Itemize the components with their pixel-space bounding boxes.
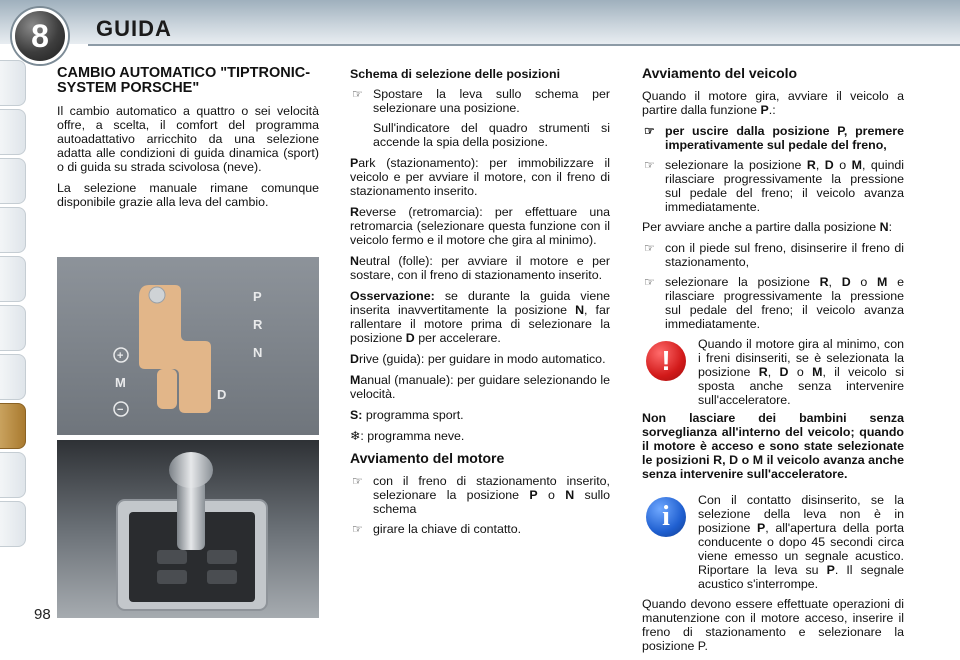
brake-symbol-icon (149, 287, 165, 303)
chapter-tab-9[interactable] (0, 452, 26, 498)
snowflake-icon: ❄ (350, 429, 361, 443)
gate-label-plus: + (117, 350, 124, 362)
gear-lever-photo (57, 440, 319, 618)
gate-label-n: N (253, 345, 263, 360)
chapter-tab-1[interactable] (0, 60, 26, 106)
info-callout (642, 493, 904, 591)
section-title-vehicle-start: Avviamento del veicolo (642, 65, 798, 81)
list-item: ☞ selezionare la posizione R, D o M e rilasciare progressivamente la pressione sul pedale del freno; il veicolo avanza immediatamente. (644, 275, 905, 331)
gate-label-minus: − (117, 404, 124, 416)
chapter-tab-6[interactable] (0, 305, 26, 351)
column-middle (350, 67, 610, 542)
finger-pointer-icon: ☞ (352, 87, 363, 101)
gate-label-m: M (115, 375, 126, 390)
section-title-tiptronic: CAMBIO AUTOMATICO "TIPTRONIC-SYSTEM PORSCHE" (57, 65, 311, 96)
column-right (642, 66, 904, 660)
chapter-tab-strip (0, 60, 30, 580)
list-item: ☞ con il piede sul freno, disinserire il freno di stazionamento, (644, 241, 904, 269)
chapter-tab-2[interactable] (0, 109, 26, 155)
console-button-3 (207, 550, 237, 564)
gear-gate-photo (57, 257, 319, 435)
paragraph-vehicle-intro: Quando il motore gira, avviare il veicolo a partire dalla funzione P.: (642, 89, 904, 117)
finger-pointer-icon: ☞ (644, 158, 655, 172)
warning-icon: ! (646, 341, 686, 381)
finger-pointer-icon: ☞ (644, 124, 655, 138)
gate-label-r: R (253, 317, 263, 332)
paragraph-park: Park (stazionamento): per immobilizzare il veicolo e per avviare il motore, con il freno di stazionamento inserito. (350, 156, 610, 198)
chapter-tab-4[interactable] (0, 207, 26, 253)
page-title: GUIDA (96, 16, 172, 41)
paragraph-reverse: Reverse (retromarcia): per effettuare una retromarcia (selezionare questa funzione con il veicolo fermo e il motore che gira al minimo). (350, 205, 610, 247)
paragraph-intro: Il cambio automatico a quattro o sei velocità offre, a scelta, il comfort del programma autoadattativo arricchito da una selezione adatta alle condizioni di guida dinamica (sport) o di guida su strada scivolosa (neve). (57, 104, 319, 174)
list-item: ☞ per uscire dalla posizione P, premere imperativamente sul pedale del freno, (644, 124, 904, 152)
paragraph-manual-mode: Manual (manuale): per guidare selezionando le velocità. (350, 373, 610, 401)
warning-text: Quando il motore gira al minimo, con i freni disinseriti, se è selezionata la posizione R, D o M, il veicolo si sposta anche senza intervenire sull'acceleratore. (698, 337, 905, 407)
gate-label-p: P (253, 289, 262, 304)
paragraph-maintenance: Quando devono essere effettuate operazioni di manutenzione con il motore acceso, inserire il freno di stazionamento e selezionare la posizione P. (642, 597, 904, 653)
paragraph-neutral-start: Per avviare anche a partire dalla posizione N: (642, 220, 893, 234)
finger-pointer-icon: ☞ (352, 474, 363, 488)
console-button-4 (207, 570, 237, 584)
finger-pointer-icon: ☞ (644, 275, 655, 289)
gear-knob (169, 452, 213, 488)
gear-lever-illustration (57, 440, 319, 618)
console-button-1 (157, 550, 187, 564)
chapter-tab-3[interactable] (0, 158, 26, 204)
page-number: 98 (34, 606, 51, 623)
chapter-tab-10[interactable] (0, 501, 26, 547)
header-divider (88, 44, 960, 46)
paragraph-snow: ❄: programma neve. (350, 429, 465, 443)
schema-title: Schema di selezione delle posizioni (350, 67, 561, 81)
finger-pointer-icon: ☞ (352, 522, 363, 536)
console-button-2 (157, 570, 187, 584)
gate-label-d: D (217, 387, 227, 402)
list-item: ☞ selezionare la posizione R, D o M, quindi rilasciare progressivamente la pressione sul pedale del freno; il veicolo avanza immediatamente. (644, 158, 904, 214)
gear-gate-illustration (57, 257, 319, 435)
chapter-badge: 8 (12, 8, 68, 64)
chapter-tab-7[interactable] (0, 354, 26, 400)
list-item: ☞ con il freno di stazionamento inserito, selezionare la posizione P o N sullo schema (352, 474, 610, 516)
paragraph-manual: La selezione manuale rimane comunque disponibile grazie alla leva del cambio. (57, 181, 319, 209)
paragraph-sport: S: programma sport. (350, 408, 464, 422)
gear-lever (177, 480, 205, 550)
warning-children-text: Non lasciare dei bambini senza sorveglianza all'interno del veicolo; quando il motore è acceso e sono state selezionate le posizioni R, D o M il veicolo avanza anche senza intervenire sull'acceleratore. (642, 411, 904, 481)
gate-manual-slot (157, 369, 177, 409)
list-item: ☞ Spostare la leva sullo schema per selezionare una posizione. (352, 87, 610, 115)
info-text: Con il contatto disinserito, se la selezione della leva non è in posizione P, all'apertura della porta conducente o dopo 45 secondi circa viene emesso un segnale acustico. Riportare la leva su P. Il segnale acustico s'interrompe. (698, 493, 905, 591)
paragraph-observation: Osservazione: se durante la guida viene inserita inavvertitamente la posizione N, far rallentare il motore prima di selezionare la posizione D per accelerare. (350, 289, 610, 345)
info-icon: i (646, 497, 686, 537)
paragraph-neutral: Neutral (folle): per avviare il motore e per sostare, con il freno di stazionamento inserito. (350, 254, 610, 282)
list-item: ☞ girare la chiave di contatto. (352, 522, 522, 536)
column-left (57, 66, 319, 216)
indicator-note: Sull'indicatore del quadro strumenti si accende la spia della posizione. (373, 121, 610, 149)
section-title-engine: Avviamento del motore (350, 450, 505, 466)
warning-callout (642, 337, 904, 481)
finger-pointer-icon: ☞ (644, 241, 655, 255)
paragraph-drive: Drive (guida): per guidare in modo automatico. (350, 352, 606, 366)
chapter-tab-5[interactable] (0, 256, 26, 302)
chapter-tab-8-active[interactable] (0, 403, 26, 449)
